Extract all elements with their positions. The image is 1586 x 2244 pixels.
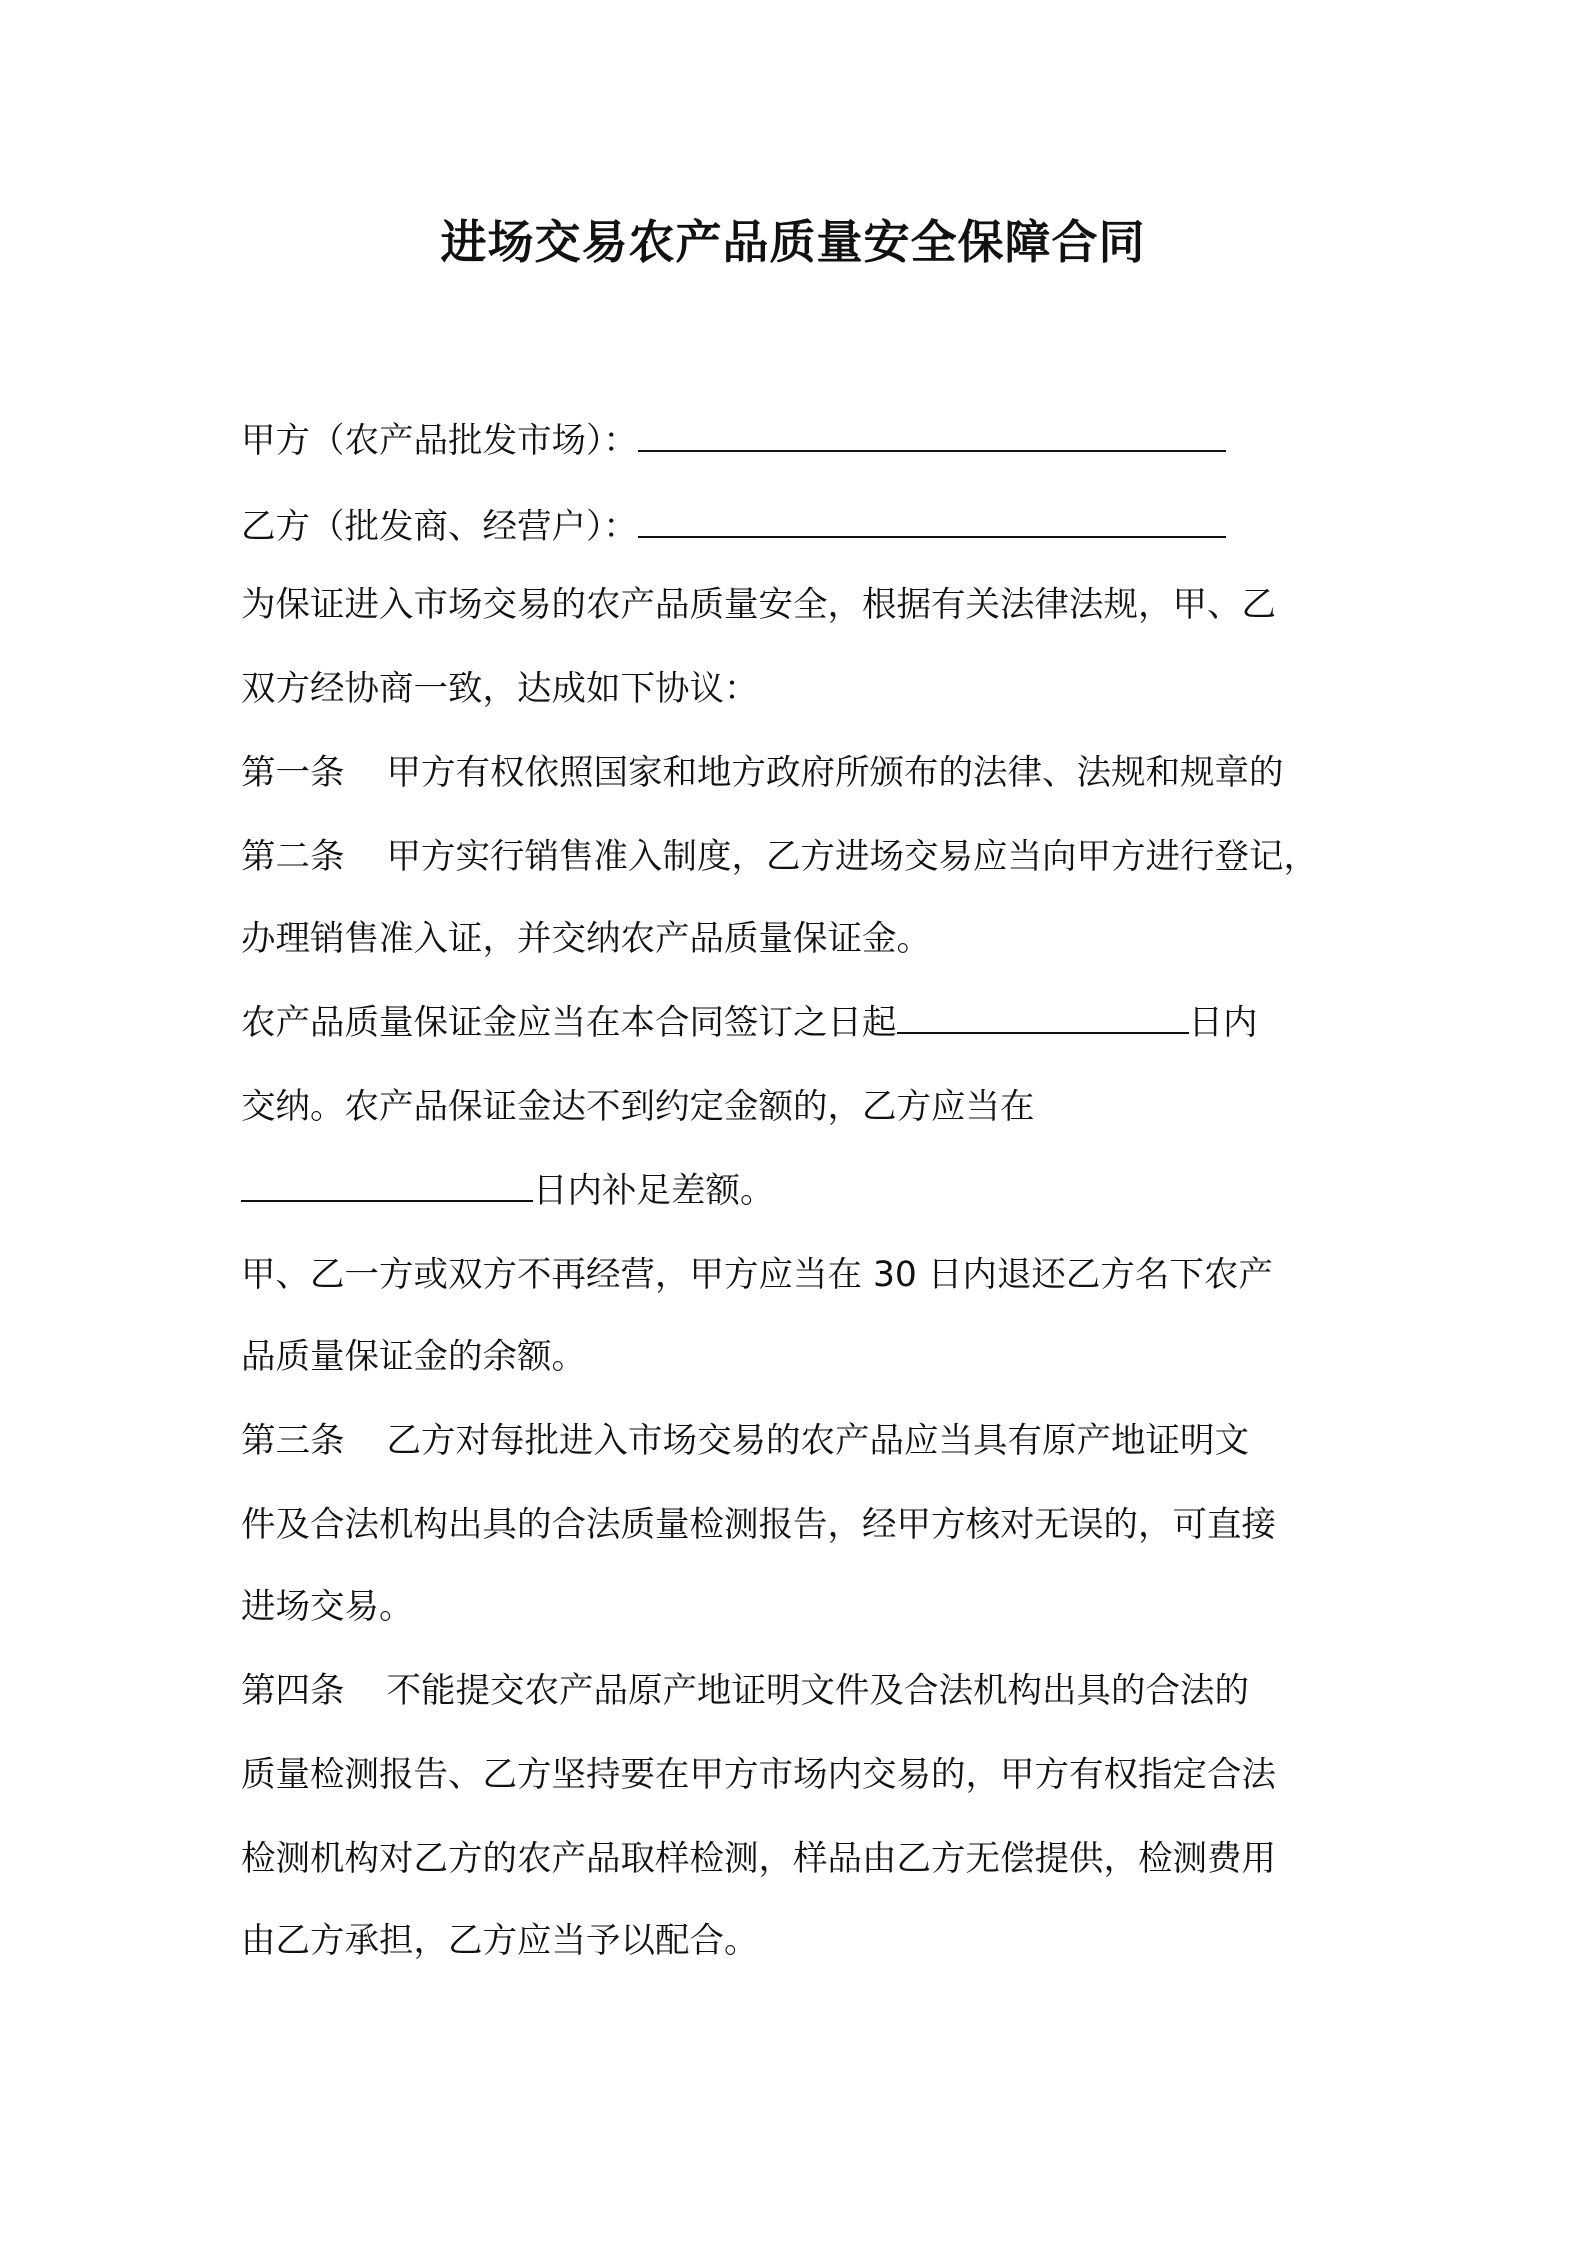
- article-3-text: 乙方对每批进入市场交易的农产品应当具有原产地证明文: [386, 1421, 1249, 1461]
- article-1-text: 甲方有权依照国家和地方政府所颁布的法律、法规和规章的: [386, 753, 1284, 793]
- article-3-number: 第三条: [241, 1421, 345, 1461]
- article-4-number: 第四条: [241, 1671, 345, 1711]
- deposit-line-2: 交纳。农产品保证金达不到约定金额的，乙方应当在: [241, 1087, 1035, 1127]
- party-a-label: 甲方（农产品批发市场）：: [241, 421, 638, 461]
- article-4-line-3: 检测机构对乙方的农产品取样检测，样品由乙方无偿提供，检测费用: [241, 1839, 1276, 1879]
- article-1-number: 第一条: [241, 753, 345, 793]
- article-1-line-1: [241, 748, 1371, 798]
- deposit-line-1: [241, 998, 1371, 1048]
- document-title: 进场交易农产品质量安全保障合同: [440, 215, 1146, 269]
- party-b-label: 乙方（批发商、经营户）：: [241, 507, 638, 547]
- refund-line-1: 甲、乙一方或双方不再经营，甲方应当在 30 日内退还乙方名下农产: [241, 1255, 1273, 1295]
- article-3-line-1: [241, 1416, 1371, 1466]
- article-3-line-3: 进场交易。: [241, 1587, 414, 1627]
- article-3-line-2: 件及合法机构出具的合法质量检测报告，经甲方核对无误的，可直接: [241, 1505, 1276, 1545]
- deposit-days-blank[interactable]: [897, 998, 1189, 1034]
- article-2-line-1: [241, 832, 1371, 882]
- article-4-line-2: 质量检测报告、乙方坚持要在甲方市场内交易的，甲方有权指定合法: [241, 1755, 1276, 1795]
- deposit-line-3: [241, 1166, 1371, 1216]
- party-b-line: [241, 502, 1371, 552]
- deposit-text-d: 日内补足差额。: [533, 1171, 775, 1211]
- article-2-line-2: 办理销售准入证，并交纳农产品质量保证金。: [241, 919, 931, 959]
- article-2-number: 第二条: [241, 837, 345, 877]
- party-a-blank[interactable]: [638, 416, 1226, 452]
- article-4-text: 不能提交农产品原产地证明文件及合法机构出具的合法的: [386, 1671, 1249, 1711]
- article-4-line-4: 由乙方承担，乙方应当予以配合。: [241, 1921, 759, 1961]
- deposit-text-a: 农产品质量保证金应当在本合同签订之日起: [241, 1003, 897, 1043]
- topup-days-blank[interactable]: [241, 1166, 533, 1202]
- party-a-line: [241, 416, 1371, 466]
- preamble-line-1: 为保证进入市场交易的农产品质量安全，根据有关法律法规，甲、乙: [241, 585, 1276, 625]
- preamble-line-2: 双方经协商一致，达成如下协议：: [241, 669, 759, 709]
- article-2-text: 甲方实行销售准入制度，乙方进场交易应当向甲方进行登记，: [386, 837, 1318, 877]
- party-b-blank[interactable]: [638, 502, 1226, 538]
- article-4-line-1: [241, 1666, 1371, 1716]
- refund-line-2: 品质量保证金的余额。: [241, 1337, 586, 1377]
- deposit-text-b: 日内: [1188, 1003, 1258, 1043]
